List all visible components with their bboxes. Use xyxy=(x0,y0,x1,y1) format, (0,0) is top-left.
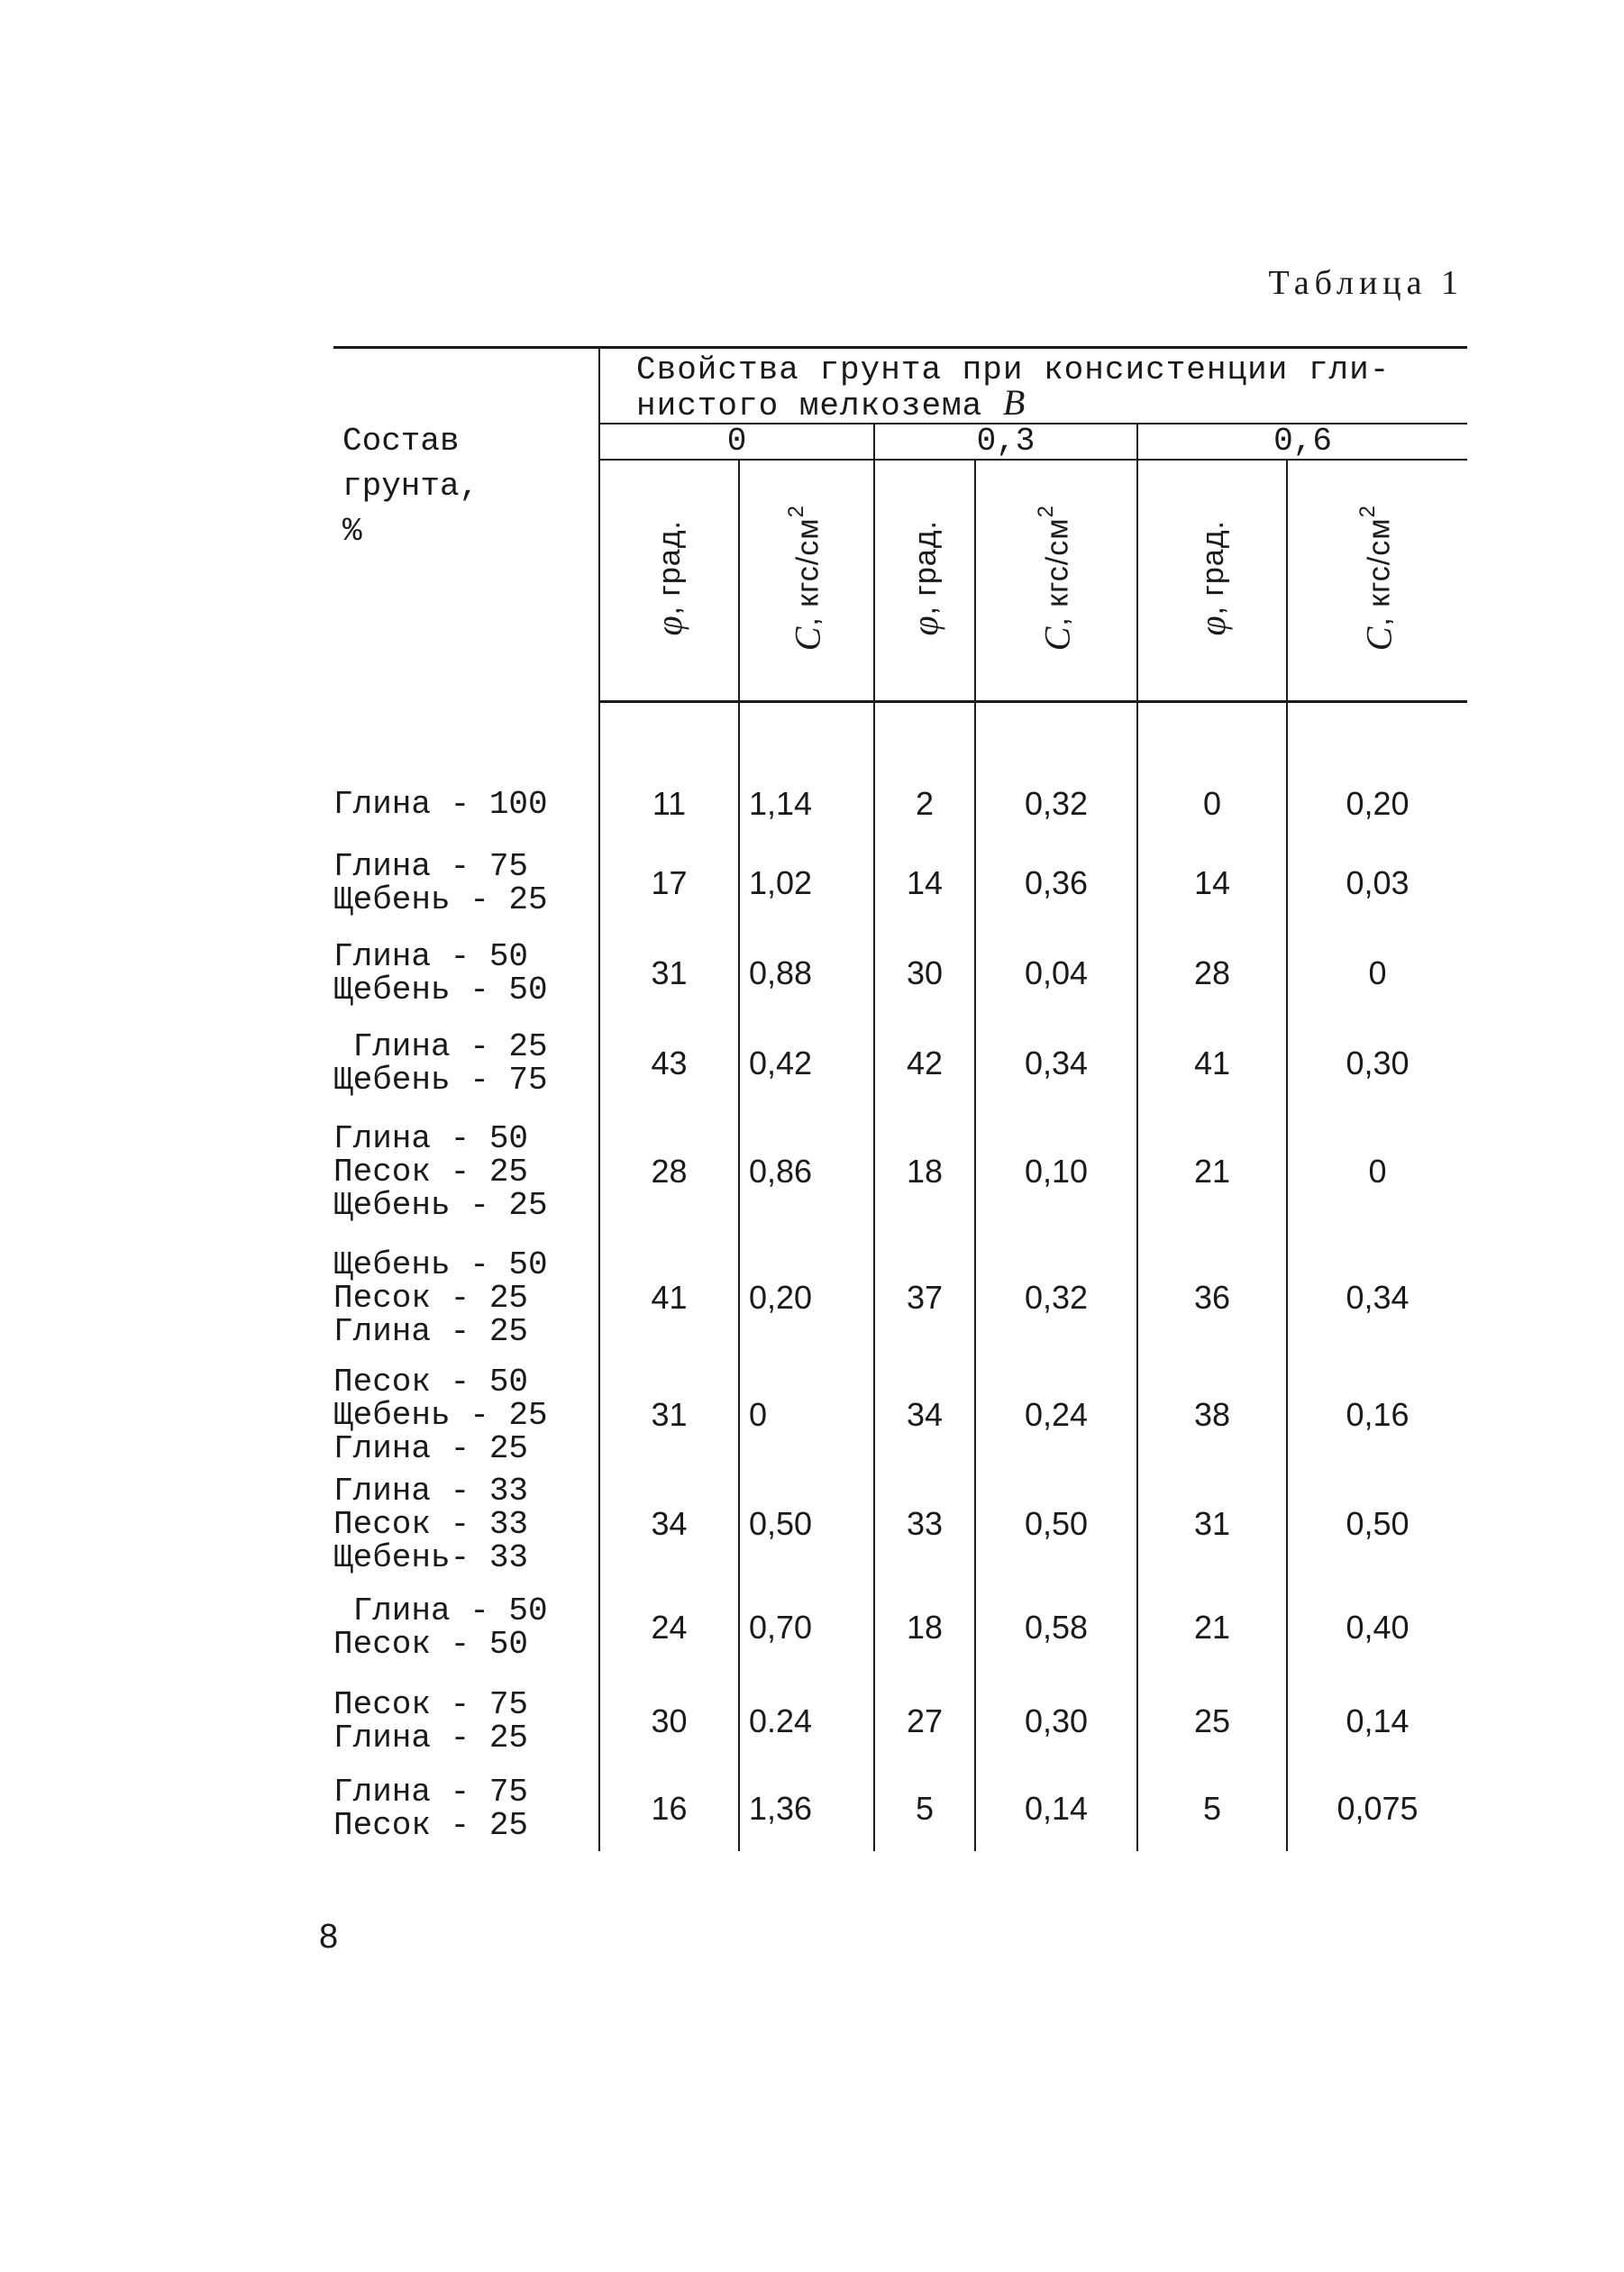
c-header-06 xyxy=(1287,460,1467,702)
c-06-cell: 0 xyxy=(1368,954,1387,991)
phi-0-cell: 41 xyxy=(599,1235,739,1361)
soil-properties-table-wrap xyxy=(333,346,1467,1851)
phi-06-cell: 21 xyxy=(1137,1579,1287,1676)
c-03-cell: 0,10 xyxy=(975,1109,1137,1235)
c-03-cell: 0,14 xyxy=(975,1766,1137,1851)
c-03-cell: 0,32 xyxy=(975,770,1137,838)
phi-06-cell: 14 xyxy=(1137,838,1287,928)
c-06-cell: 0,03 xyxy=(1346,864,1410,901)
phi-06-cell: 21 xyxy=(1137,1109,1287,1235)
phi-03-cell: 33 xyxy=(874,1469,975,1579)
phi-0-cell: 17 xyxy=(599,838,739,928)
composition-cell: Песок - 75 Глина - 25 xyxy=(333,1676,599,1766)
c-0-cell: 0 xyxy=(739,1361,874,1469)
c-0-cell: 0.24 xyxy=(739,1676,874,1766)
c-header-03 xyxy=(975,460,1137,702)
c-06-cell: 0,50 xyxy=(1346,1505,1410,1542)
composition-cell: Глина - 75 Щебень - 25 xyxy=(333,838,599,928)
c-03-cell: 0,58 xyxy=(975,1579,1137,1676)
phi-symbol: φ xyxy=(649,615,689,636)
c-0-cell: 1,02 xyxy=(739,838,874,928)
table-row xyxy=(333,1361,1467,1469)
c-06-cell: 0,075 xyxy=(1337,1790,1419,1827)
c-header-0 xyxy=(739,460,874,702)
c-0-cell: 0,50 xyxy=(739,1469,874,1579)
phi-03-cell: 27 xyxy=(874,1676,975,1766)
phi-0-cell: 24 xyxy=(599,1579,739,1676)
phi-0-cell: 30 xyxy=(599,1676,739,1766)
composition-cell: Глина - 50 Щебень - 50 xyxy=(333,928,599,1018)
phi-06-cell: 5 xyxy=(1137,1766,1287,1851)
composition-cell: Глина - 50 Песок - 25 Щебень - 25 xyxy=(333,1109,599,1235)
composition-cell: Глина - 33 Песок - 33 Щебень- 33 xyxy=(333,1469,599,1579)
phi-06-cell: 0 xyxy=(1137,770,1287,838)
consistency-header-0: 0 xyxy=(599,424,874,460)
c-symbol: C xyxy=(1036,625,1078,652)
phi-unit: , град. xyxy=(1195,520,1230,616)
phi-0-cell: 31 xyxy=(599,1361,739,1469)
c-03-cell: 0,30 xyxy=(975,1676,1137,1766)
phi-header-06 xyxy=(1137,460,1287,702)
phi-06-cell: 41 xyxy=(1137,1018,1287,1109)
c-unit-power: 2 xyxy=(1034,505,1059,518)
table-caption: Таблица 1 xyxy=(1268,264,1464,302)
composition-cell: Песок - 50 Щебень - 25 Глина - 25 xyxy=(333,1361,599,1469)
composition-cell: Щебень - 50 Песок - 25 Глина - 25 xyxy=(333,1235,599,1361)
c-0-cell: 0,86 xyxy=(739,1109,874,1235)
phi-03-cell: 18 xyxy=(874,1579,975,1676)
table-body xyxy=(333,702,1467,1852)
phi-0-cell: 34 xyxy=(599,1469,739,1579)
c-06-cell: 0,34 xyxy=(1346,1279,1410,1316)
phi-06-cell: 28 xyxy=(1137,928,1287,1018)
phi-03-cell: 34 xyxy=(874,1361,975,1469)
c-unit: , кгс/см xyxy=(1362,517,1397,626)
properties-header-label: Свойства грунта при консистенции гли- нистого мелкозема xyxy=(636,351,1391,424)
c-unit-power: 2 xyxy=(1355,505,1380,518)
phi-06-cell: 25 xyxy=(1137,1676,1287,1766)
phi-header-0 xyxy=(599,460,739,702)
table-row xyxy=(333,1469,1467,1579)
c-0-cell: 0,88 xyxy=(739,928,874,1018)
c-03-cell: 0,50 xyxy=(975,1469,1137,1579)
soil-properties-table xyxy=(333,346,1467,1851)
c-0-cell: 0,42 xyxy=(739,1018,874,1109)
composition-header-label: Состав грунта, % xyxy=(342,423,479,550)
c-03-cell: 0,34 xyxy=(975,1018,1137,1109)
phi-03-cell: 30 xyxy=(874,928,975,1018)
c-0-cell: 0,70 xyxy=(739,1579,874,1676)
table-row xyxy=(333,1579,1467,1676)
c-03-cell: 0,04 xyxy=(975,928,1137,1018)
consistency-symbol: B xyxy=(1002,382,1026,423)
table-row xyxy=(333,1766,1467,1851)
phi-03-cell: 18 xyxy=(874,1109,975,1235)
table-spacer-row xyxy=(333,702,1467,771)
c-symbol: C xyxy=(1358,625,1400,652)
table-row xyxy=(333,838,1467,928)
c-06-cell: 0,20 xyxy=(1346,785,1410,822)
phi-03-cell: 5 xyxy=(874,1766,975,1851)
c-0-cell: 1,36 xyxy=(739,1766,874,1851)
c-symbol: C xyxy=(787,625,828,652)
table-row xyxy=(333,1235,1467,1361)
phi-unit: , град. xyxy=(652,520,687,616)
table-row xyxy=(333,1018,1467,1109)
composition-cell: Глина - 100 xyxy=(333,770,599,838)
c-unit: , кгс/см xyxy=(790,517,826,626)
table-row xyxy=(333,1109,1467,1235)
c-unit-power: 2 xyxy=(784,505,809,518)
phi-06-cell: 31 xyxy=(1137,1469,1287,1579)
c-03-cell: 0,32 xyxy=(975,1235,1137,1361)
page-number: 8 xyxy=(319,1918,339,1956)
c-06-cell: 0,14 xyxy=(1346,1702,1410,1739)
phi-0-cell: 11 xyxy=(599,770,739,838)
phi-header-03 xyxy=(874,460,975,702)
c-06-cell: 0,40 xyxy=(1346,1609,1410,1646)
phi-0-cell: 43 xyxy=(599,1018,739,1109)
properties-header xyxy=(599,348,1467,424)
phi-unit: , град. xyxy=(908,520,943,616)
c-0-cell: 0,20 xyxy=(739,1235,874,1361)
phi-03-cell: 42 xyxy=(874,1018,975,1109)
phi-03-cell: 14 xyxy=(874,838,975,928)
c-06-cell: 0 xyxy=(1368,1153,1387,1190)
phi-symbol: φ xyxy=(904,615,945,636)
composition-cell: Глина - 50 Песок - 50 xyxy=(333,1579,599,1676)
phi-0-cell: 28 xyxy=(599,1109,739,1235)
phi-0-cell: 31 xyxy=(599,928,739,1018)
table-row xyxy=(333,770,1467,838)
c-06-cell: 0,30 xyxy=(1346,1045,1410,1081)
phi-06-cell: 38 xyxy=(1137,1361,1287,1469)
composition-cell: Глина - 75 Песок - 25 xyxy=(333,1766,599,1851)
phi-symbol: φ xyxy=(1191,615,1233,636)
c-03-cell: 0,24 xyxy=(975,1361,1137,1469)
composition-header xyxy=(333,348,599,702)
c-06-cell: 0,16 xyxy=(1346,1396,1410,1433)
phi-03-cell: 37 xyxy=(874,1235,975,1361)
phi-0-cell: 16 xyxy=(599,1766,739,1851)
c-03-cell: 0,36 xyxy=(975,838,1137,928)
c-0-cell: 1,14 xyxy=(739,770,874,838)
phi-06-cell: 36 xyxy=(1137,1235,1287,1361)
phi-03-cell: 2 xyxy=(874,770,975,838)
consistency-header-03: 0,3 xyxy=(874,424,1137,460)
c-unit: , кгс/см xyxy=(1040,517,1075,626)
table-row xyxy=(333,1676,1467,1766)
consistency-header-06: 0,6 xyxy=(1137,424,1467,460)
table-row xyxy=(333,928,1467,1018)
composition-cell: Глина - 25 Щебень - 75 xyxy=(333,1018,599,1109)
